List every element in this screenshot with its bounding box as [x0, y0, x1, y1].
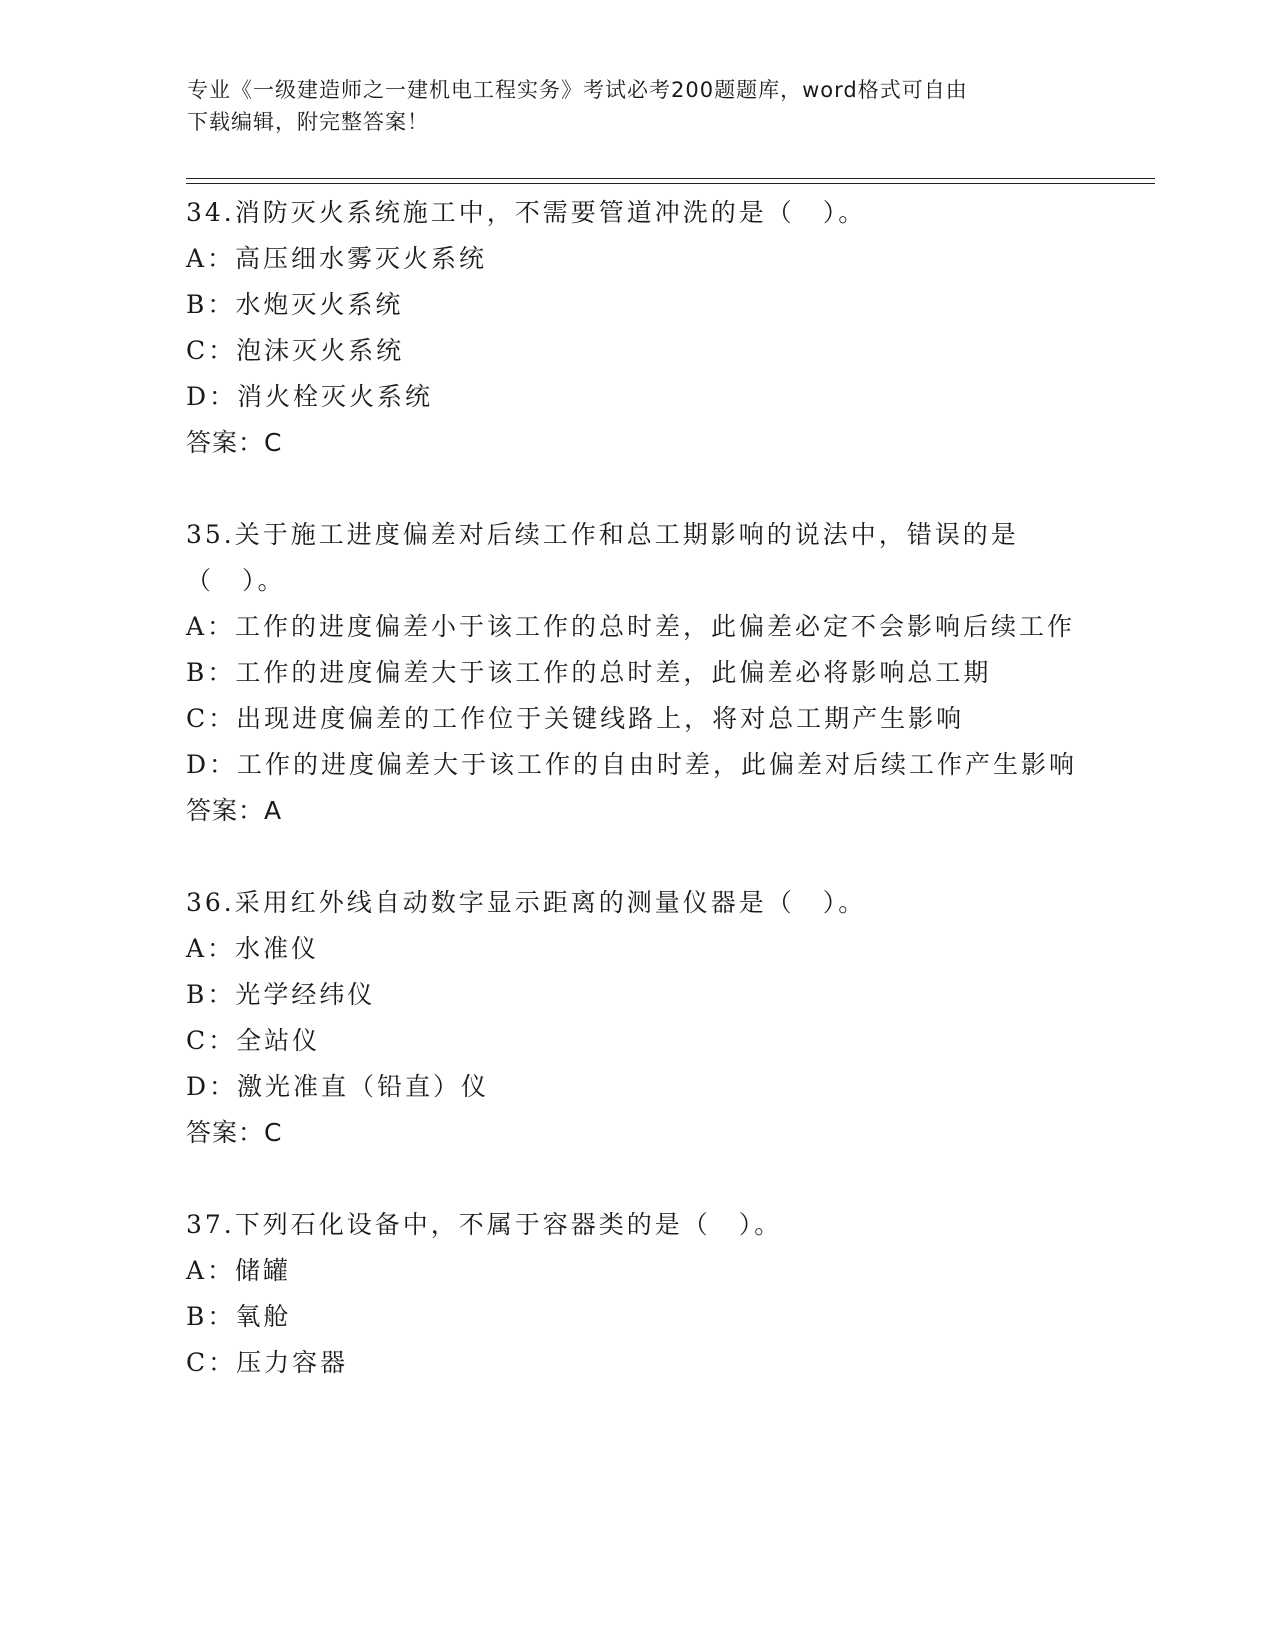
option-a: A：水准仪: [186, 934, 320, 963]
option-c: C：压力容器: [186, 1348, 349, 1377]
answer-line: 答案：C: [186, 428, 283, 457]
option-b: B：光学经纬仪: [186, 980, 376, 1009]
option-d: D：工作的进度偏差大于该工作的自由时差，此偏差对后续工作产生影响: [186, 750, 1078, 779]
header-rule-bottom: [186, 183, 1155, 184]
question-36: [186, 880, 1086, 1156]
question-spacer: [186, 834, 1086, 880]
option-b: B：工作的进度偏差大于该工作的总时差，此偏差必将影响总工期: [186, 658, 992, 687]
answer-line: 答案：C: [186, 1118, 283, 1147]
question-stem: 34.消防灭火系统施工中，不需要管道冲洗的是（ ）。: [186, 198, 867, 227]
option-c: C：出现进度偏差的工作位于关键线路上，将对总工期产生影响: [186, 704, 965, 733]
question-37: [186, 1202, 1086, 1386]
question-34: [186, 190, 1086, 466]
option-c: C：泡沫灭火系统: [186, 336, 405, 365]
question-stem: 37.下列石化设备中，不属于容器类的是（ ）。: [186, 1210, 783, 1239]
header-line-1: 专业《一级建造师之一建机电工程实务》考试必考200题题库，word格式可自由: [187, 78, 968, 102]
question-spacer: [186, 1156, 1086, 1202]
question-stem: 35.关于施工进度偏差对后续工作和总工期影响的说法中，错误的是（ ）。: [186, 520, 1019, 595]
question-spacer: [186, 466, 1086, 512]
question-stem: 36.采用红外线自动数字显示距离的测量仪器是（ ）。: [186, 888, 867, 917]
option-d: D：消火栓灭火系统: [186, 382, 434, 411]
option-c: C：全站仪: [186, 1026, 321, 1055]
option-b: B：氧舱: [186, 1302, 292, 1331]
header-line-2: 下载编辑，附完整答案！: [187, 110, 429, 134]
option-d: D：激光准直（铅直）仪: [186, 1072, 490, 1101]
question-35: [186, 512, 1086, 834]
option-a: A：储罐: [186, 1256, 292, 1285]
question-list: [186, 190, 1086, 1386]
option-a: A：工作的进度偏差小于该工作的总时差，此偏差必定不会影响后续工作: [186, 612, 1076, 641]
header-rule-top: [186, 178, 1155, 179]
answer-line: 答案：A: [186, 796, 283, 825]
document-header: [187, 74, 1067, 138]
option-a: A：高压细水雾灭火系统: [186, 244, 488, 273]
option-b: B：水炮灭火系统: [186, 290, 404, 319]
